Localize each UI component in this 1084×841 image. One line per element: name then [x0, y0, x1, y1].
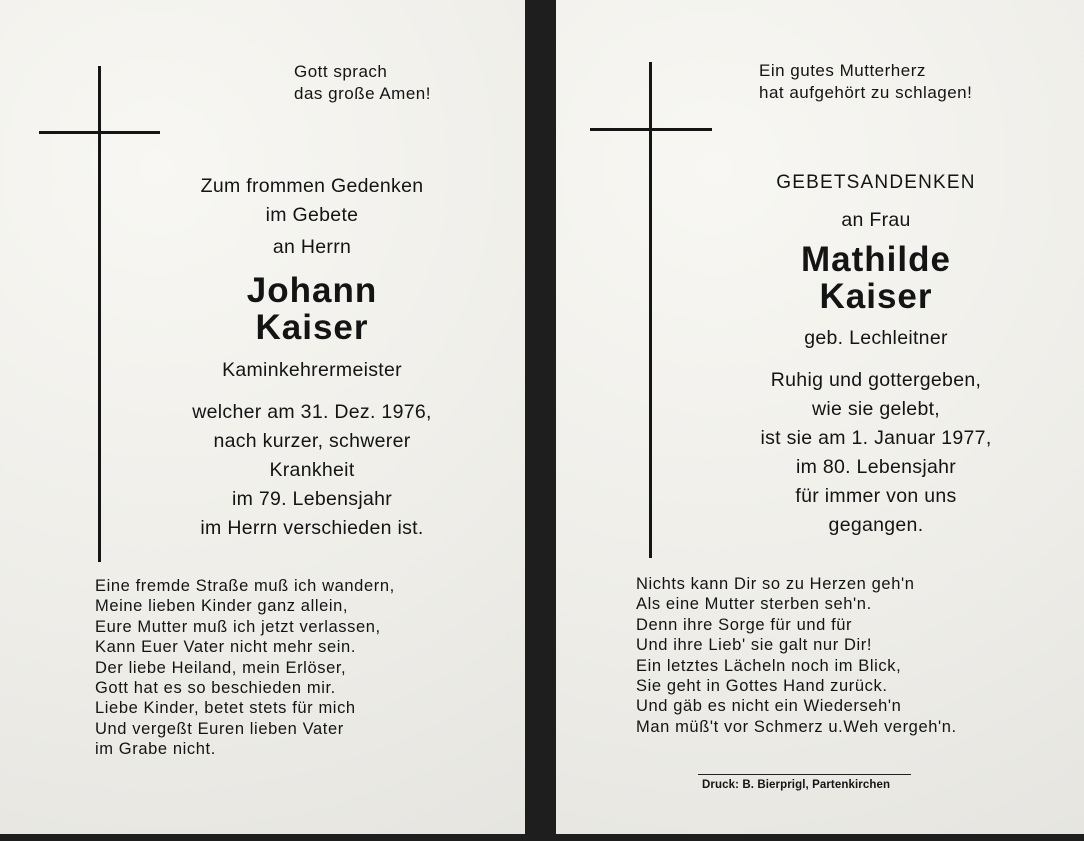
right-deceased-name: [706, 241, 1046, 315]
motto-line: das große Amen!: [294, 84, 431, 103]
detail-line: welcher am 31. Dez. 1976,: [192, 401, 432, 423]
verse-line: Liebe Kinder, betet stets für mich: [95, 699, 356, 718]
verse-line: Ein letztes Lächeln noch im Blick,: [636, 656, 902, 675]
right-memorial-card: [556, 0, 1084, 834]
detail-line: ist sie am 1. Januar 1977,: [760, 427, 992, 449]
left-motto: [294, 61, 431, 105]
intro-line: im Gebete: [265, 204, 359, 226]
verse-line: Und gäb es nicht ein Wiederseh'n: [636, 697, 902, 716]
motto-line: Ein gutes Mutterherz: [759, 61, 926, 80]
motto-line: Gott sprach: [294, 62, 388, 81]
right-verse: [636, 574, 957, 737]
motto-line: hat aufgehört zu schlagen!: [759, 83, 973, 102]
verse-line: Nichts kann Dir so zu Herzen geh'n: [636, 575, 915, 593]
first-name: Mathilde: [801, 240, 951, 279]
detail-line: im 79. Lebensjahr: [231, 488, 393, 510]
cross-horizontal-bar: [39, 131, 160, 134]
heading: GEBETSANDENKEN: [776, 172, 976, 193]
detail-line: im Herrn verschieden ist.: [200, 517, 424, 539]
profession: Kaminkehrermeister: [222, 359, 402, 381]
left-verse: [95, 576, 395, 760]
intro-line: an Herrn: [272, 236, 352, 258]
detail-line: gegangen.: [828, 514, 924, 536]
detail-line: Ruhig und gottergeben,: [770, 369, 982, 391]
verse-line: Und vergeßt Euren lieben Vater: [95, 719, 344, 738]
detail-line: im 80. Lebensjahr: [795, 456, 957, 478]
verse-line: Als eine Mutter sterben seh'n.: [636, 595, 872, 614]
left-details: [142, 398, 482, 543]
cross-vertical-bar: [98, 66, 101, 562]
detail-line: wie sie gelebt,: [811, 398, 941, 420]
verse-line: Der liebe Heiland, mein Erlöser,: [95, 658, 347, 677]
verse-line: Kann Euer Vater nicht mehr sein.: [95, 638, 357, 657]
cross-horizontal-bar: [590, 128, 712, 131]
detail-line: nach kurzer, schwerer: [213, 430, 411, 452]
salutation: an Frau: [841, 209, 911, 231]
verse-line: Und ihre Lieb' sie galt nur Dir!: [636, 636, 873, 655]
right-motto: [759, 60, 972, 104]
verse-line: Meine lieben Kinder ganz allein,: [95, 597, 349, 616]
maiden-name: geb. Lechleitner: [804, 327, 948, 349]
printer-credit: Druck: B. Bierprigl, Partenkirchen: [702, 779, 891, 791]
cross-vertical-bar: [649, 62, 652, 558]
left-intro: [142, 172, 482, 262]
printer-divider: [698, 774, 911, 775]
right-details: [706, 366, 1046, 540]
verse-line: Denn ihre Sorge für und für: [636, 615, 853, 634]
intro-line: Zum frommen Gedenken: [200, 175, 424, 197]
verse-line: Sie geht in Gottes Hand zurück.: [636, 677, 888, 696]
last-name: Kaiser: [819, 277, 933, 316]
verse-line: Gott hat es so beschieden mir.: [95, 679, 336, 698]
verse-line: Eine fremde Straße muß ich wandern,: [95, 577, 395, 595]
verse-line: Eure Mutter muß ich jetzt verlassen,: [95, 617, 381, 636]
left-memorial-card: [0, 0, 525, 834]
last-name: Kaiser: [255, 308, 369, 347]
first-name: Johann: [246, 271, 378, 310]
verse-line: Man müß't vor Schmerz u.Weh vergeh'n.: [636, 717, 957, 736]
detail-line: für immer von uns: [795, 485, 957, 507]
detail-line: Krankheit: [269, 459, 355, 481]
left-deceased-name: [142, 272, 482, 346]
verse-line: im Grabe nicht.: [95, 740, 216, 759]
